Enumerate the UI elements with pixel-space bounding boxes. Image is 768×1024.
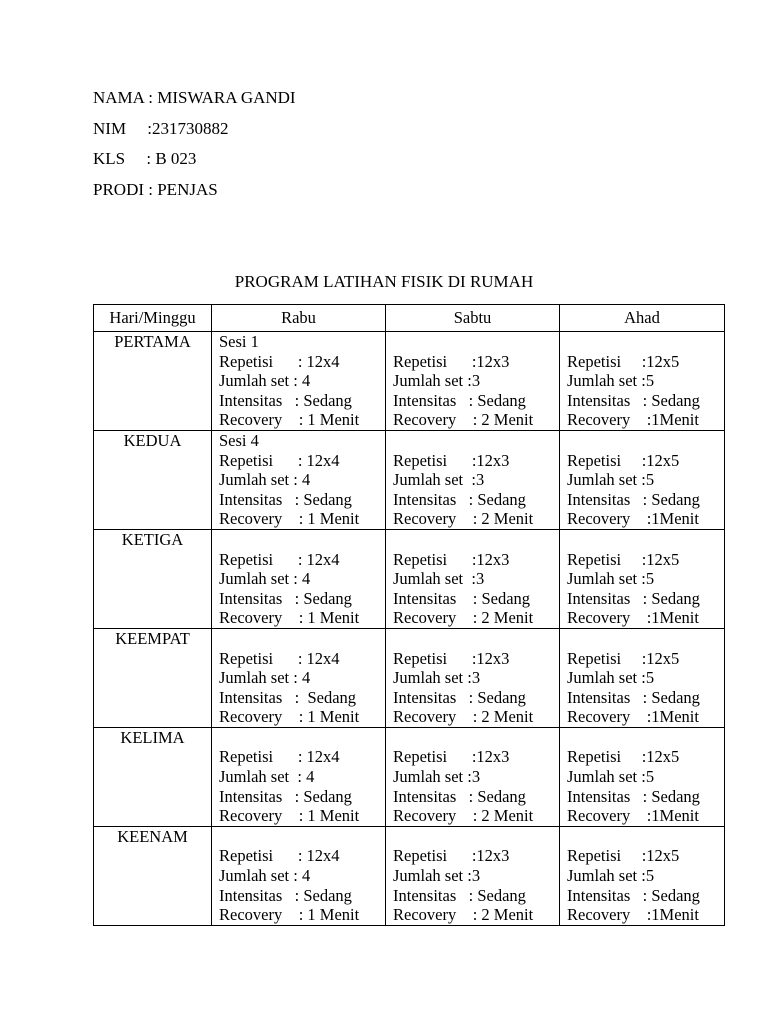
cell-line: Repetisi :12x3 [393,846,510,866]
cell-line: Jumlah set : 4 [219,866,311,886]
cell-line: Repetisi :12x5 [567,450,680,470]
cell-line: Repetisi :12x5 [567,549,680,569]
cell-line: Intensitas : Sedang [567,786,700,806]
cell-line: Recovery :1Menit [567,410,699,430]
day-cell: KEEMPAT [94,628,212,727]
cell-line: Intensitas : Sedang [567,390,700,410]
cell-line: Repetisi :12x5 [567,747,680,767]
table-row [94,529,725,628]
cell-line: Recovery : 1 Menit [219,410,360,430]
cell-line [219,827,385,847]
cell-line: Recovery : 2 Menit [393,806,534,826]
cell-line: Sesi 1 [219,332,259,351]
cell-line: Recovery : 1 Menit [219,608,360,628]
table-row [94,430,725,529]
sabtu-cell [386,332,560,431]
sabtu-cell [386,727,560,826]
cell-line [393,332,559,352]
cell-line: Jumlah set : 4 [219,668,311,688]
cell-line [567,728,724,748]
cell-line: Intensitas : Sedang [219,786,352,806]
student-class: KLS : B 023 [93,149,197,168]
cell-line: Recovery : 2 Menit [393,905,534,925]
cell-line: Repetisi :12x3 [393,549,510,569]
student-prodi: PRODI : PENJAS [93,180,218,199]
cell-line: Recovery : 1 Menit [219,905,360,925]
cell-line: Jumlah set : 4 [219,470,311,490]
cell-line [567,827,724,847]
cell-line: Jumlah set :5 [567,569,655,589]
ahad-cell [560,430,725,529]
cell-line: Jumlah set :3 [393,866,481,886]
cell-line [393,530,559,550]
rabu-cell [212,628,386,727]
cell-line: Intensitas : Sedang [393,786,526,806]
cell-line [219,530,385,550]
day-cell: PERTAMA [94,332,212,431]
cell-line [219,728,385,748]
table-row [94,628,725,727]
cell-line: Repetisi : 12x4 [219,549,340,569]
ahad-cell [560,529,725,628]
day-cell: KELIMA [94,727,212,826]
cell-line: Recovery : 1 Menit [219,806,360,826]
cell-line: Repetisi : 12x4 [219,648,340,668]
cell-line: Repetisi : 12x4 [219,846,340,866]
ahad-cell [560,628,725,727]
cell-line: Jumlah set :5 [567,866,655,886]
cell-line: Intensitas : Sedang [393,885,526,905]
cell-line: Repetisi : 12x4 [219,450,340,470]
cell-line: Jumlah set :5 [567,767,655,787]
header-hari-minggu: Hari/Minggu [94,305,212,332]
cell-line: Jumlah set : 4 [219,371,311,391]
cell-line: Intensitas : Sedang [393,390,526,410]
cell-line: Jumlah set :3 [393,470,485,490]
cell-line: Recovery :1Menit [567,905,699,925]
cell-line: Repetisi :12x3 [393,351,510,371]
header-rabu: Rabu [212,305,386,332]
cell-line: Recovery : 2 Menit [393,509,534,529]
cell-line: Repetisi :12x5 [567,351,680,371]
cell-line: Recovery :1Menit [567,707,699,727]
cell-line: Recovery :1Menit [567,509,699,529]
cell-line: Repetisi :12x3 [393,648,510,668]
cell-line: Intensitas : Sedang [567,588,700,608]
sabtu-cell [386,628,560,727]
cell-line: Jumlah set : 4 [219,569,311,589]
cell-line: Intensitas : Sedang [567,489,700,509]
day-cell: KEENAM [94,826,212,925]
day-cell: KETIGA [94,529,212,628]
training-program-table [93,304,725,926]
sabtu-cell [386,529,560,628]
ahad-cell [560,332,725,431]
cell-line: Intensitas : Sedang [219,885,352,905]
cell-line [393,728,559,748]
rabu-cell [212,430,386,529]
cell-line [393,629,559,649]
rabu-cell [212,727,386,826]
cell-line: Recovery :1Menit [567,806,699,826]
cell-line [219,629,385,649]
cell-line: Intensitas : Sedang [219,687,357,707]
day-cell: KEDUA [94,430,212,529]
header-sabtu: Sabtu [386,305,560,332]
cell-line [567,431,724,451]
cell-line: Recovery :1Menit [567,608,699,628]
cell-line: Repetisi :12x5 [567,846,680,866]
cell-line [567,530,724,550]
cell-line: Jumlah set :3 [393,371,481,391]
cell-line: Intensitas : Sedang [219,588,352,608]
cell-line: Intensitas : Sedang [219,489,352,509]
cell-line: Jumlah set :5 [567,470,655,490]
cell-line: Jumlah set : 4 [219,767,315,787]
cell-line: Intensitas : Sedang [219,390,352,410]
student-name: NAMA : MISWARA GANDI [93,88,296,107]
cell-line: Jumlah set :3 [393,767,481,787]
cell-line: Recovery : 2 Menit [393,707,534,727]
cell-line: Recovery : 2 Menit [393,608,534,628]
cell-line: Repetisi : 12x4 [219,747,340,767]
cell-line: Sesi 4 [219,430,259,450]
cell-line: Recovery : 1 Menit [219,509,360,529]
table-row [94,332,725,431]
cell-line: Jumlah set :3 [393,569,485,589]
ahad-cell [560,727,725,826]
cell-line [567,332,724,352]
table-row [94,826,725,925]
cell-line: Jumlah set :3 [393,668,481,688]
cell-line: Recovery : 1 Menit [219,707,360,727]
cell-line: Repetisi : 12x4 [219,351,340,371]
cell-line: Intensitas : Sedang [393,687,526,707]
document-title: PROGRAM LATIHAN FISIK DI RUMAH [234,272,534,291]
cell-line: Repetisi :12x3 [393,747,510,767]
cell-line: Intensitas : Sedang [567,687,700,707]
cell-line: Intensitas : Sedang [393,489,526,509]
cell-line [393,827,559,847]
cell-line: Intensitas : Sedang [393,588,531,608]
rabu-cell [212,332,386,431]
cell-line: Repetisi :12x3 [393,450,510,470]
table-header-row [94,305,725,332]
sabtu-cell [386,430,560,529]
cell-line [567,629,724,649]
header-ahad: Ahad [560,305,725,332]
rabu-cell [212,826,386,925]
student-nim: NIM :231730882 [93,119,229,138]
sabtu-cell [386,826,560,925]
cell-line: Jumlah set :5 [567,668,655,688]
cell-line: Repetisi :12x5 [567,648,680,668]
ahad-cell [560,826,725,925]
table-row [94,727,725,826]
rabu-cell [212,529,386,628]
cell-line: Jumlah set :5 [567,371,655,391]
cell-line: Intensitas : Sedang [567,885,700,905]
cell-line [393,431,559,451]
cell-line: Recovery : 2 Menit [393,410,534,430]
